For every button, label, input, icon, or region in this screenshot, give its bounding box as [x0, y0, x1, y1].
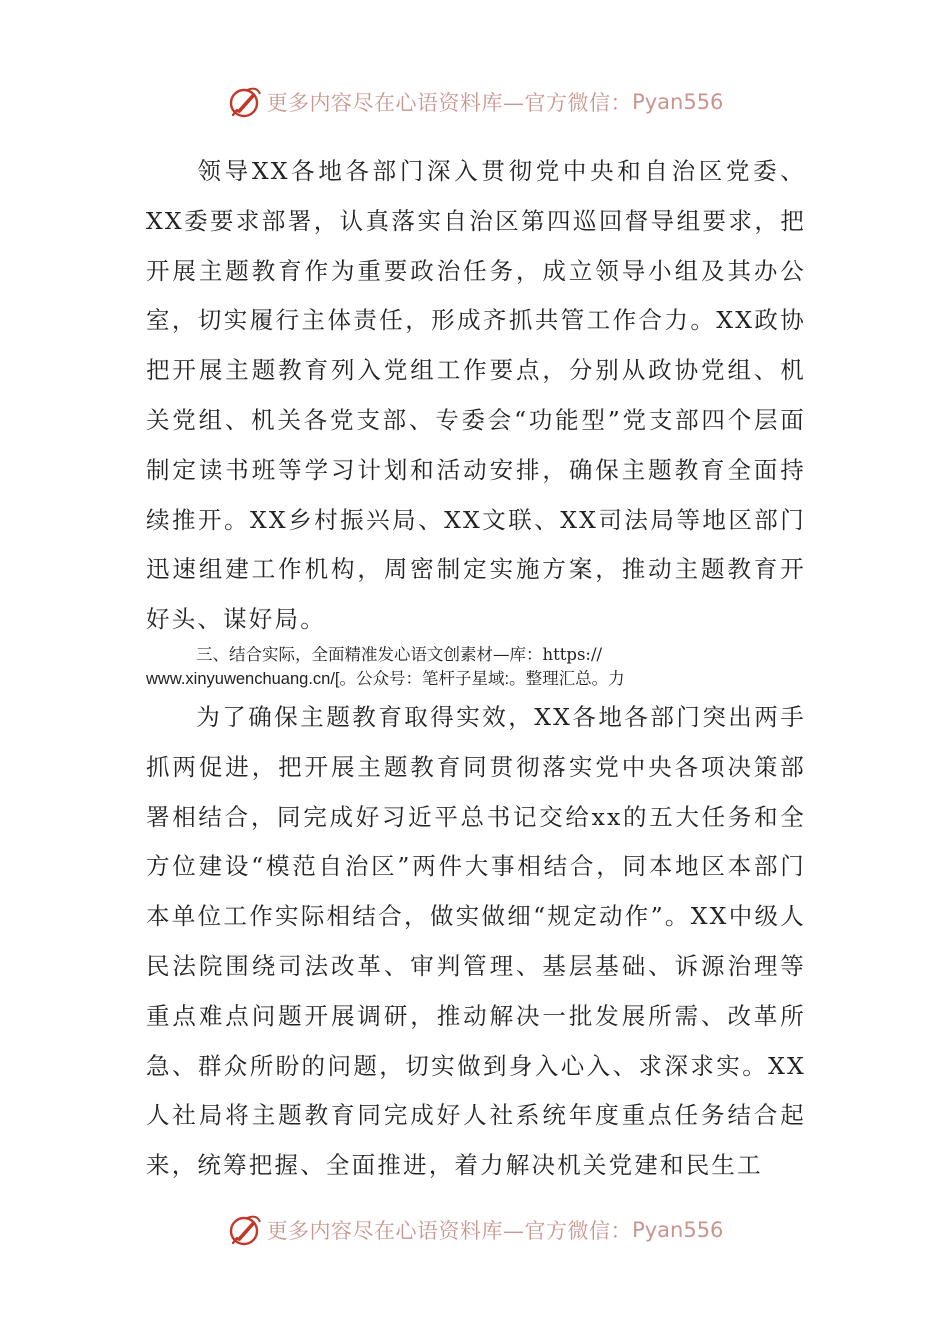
body-paragraph-1 — [146, 147, 806, 645]
quill-pen-logo-icon — [227, 84, 263, 120]
banner-text: 更多内容尽在心语资料库—官方微信： — [266, 1219, 633, 1243]
paragraph-1-text: 领导XX各地各部门深入贯彻党中央和自治区党委、XX委要求部署，认真落实自治区第四巡回督导组要求，把开展主题教育作为重要政治任务，成立领导小组及其办公室，切实履行主体责任，形成齐抓共管工作合力。XX政协把开展主题教育列入党组工作要点，分别从政协党组、机关党组、机关各党支部、专委会“功能型”党支部四个层面制定读书班等学习计划和活动安排，确保主题教育全面持续推开。XX乡村振兴局、XX文联、XX司法局等地区部门迅速组建工作机构，周密制定实施方案，推动主题教育开好头、谋好局。 — [146, 157, 806, 634]
body-paragraph-2 — [146, 693, 806, 1191]
banner-text: 更多内容尽在心语资料库—官方微信： — [266, 91, 633, 115]
section-heading-line-2: www.xinyuwenchuang.cn/[。公众号：笔杆子星域:。整理汇总。力 — [146, 670, 625, 688]
footer-watermark-banner — [0, 1208, 950, 1252]
header-watermark-banner — [0, 80, 950, 124]
section-heading-line-1: 三、结合实际，全面精准发心语文创素材—库：https:// — [196, 645, 603, 664]
section-heading — [146, 642, 806, 692]
banner-wechat-id: Pyan556 — [632, 90, 724, 114]
banner-wechat-id: Pyan556 — [632, 1218, 724, 1242]
quill-pen-logo-icon — [227, 1212, 263, 1248]
paragraph-2-text: 为了确保主题教育取得实效，XX各地各部门突出两手抓两促进，把开展主题教育同贯彻落实党中央各项决策部署相结合，同完成好习近平总书记交给xx的五大任务和全方位建设“模范自治区”两件大事相结合，同本地区本部门本单位工作实际相结合，做实做细“规定动作”。XX中级人民法院围绕司法改革、审判管理、基层基础、诉源治理等重点难点问题开展调研，推动解决一批发展所需、改革所急、群众所盼的问题，切实做到身入心入、求深求实。XX人社局将主题教育同完成好人社系统年度重点任务结合起来，统筹把握、全面推进，着力解决机关党建和民生工 — [146, 703, 806, 1180]
